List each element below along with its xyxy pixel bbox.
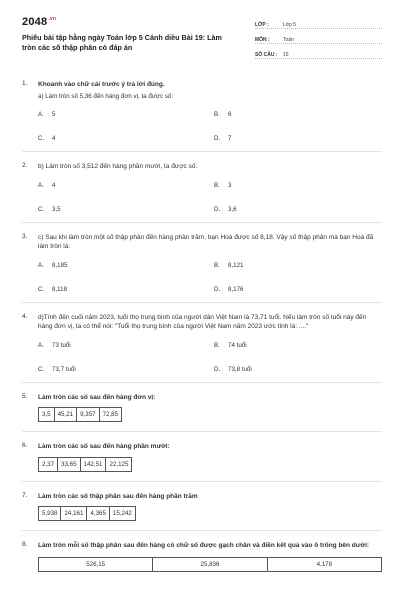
number-cell: 15,242 — [112, 510, 132, 517]
question-8 — [22, 541, 382, 572]
number-table — [38, 557, 382, 572]
answer-option-a[interactable] — [38, 262, 214, 269]
answer-option-d[interactable] — [214, 135, 390, 142]
logo-sub-text: .vn — [48, 16, 57, 23]
number-cell: 5,938 — [39, 507, 61, 520]
question-subtext: a) Làm tròn số 5,36 đến hàng đơn vị, ta được số: — [38, 92, 174, 100]
option-letter: C. — [38, 205, 45, 213]
option-value: 7 — [228, 135, 232, 142]
option-letter: D. — [214, 365, 221, 373]
answer-option-c[interactable] — [38, 366, 214, 373]
number-cell: 4,365 — [87, 507, 109, 520]
question-text: Khoanh vào chữ cái trước ý trả lời đúng. — [38, 81, 165, 88]
question-number: 6. — [22, 442, 28, 449]
option-value: 8,185 — [52, 261, 68, 269]
answer-option-b[interactable] — [214, 182, 390, 189]
answer-option-b[interactable] — [214, 342, 390, 349]
divider — [22, 302, 382, 303]
option-letter: C. — [38, 365, 45, 373]
option-value: 73,7 tuổi — [52, 365, 76, 373]
number-cell: 45,21 — [55, 408, 77, 421]
question-number: 5. — [22, 392, 28, 400]
question-text: d)Tính đến cuối năm 2023, tuổi thọ trung bình của người dân Việt Nam là 73,71 tuổi. Nếu làm tròn số tuổi này đến hàng đơn vị, ta có thể nói: "Tuổi thọ trung bình của người Việt Nam năm 2023 ước tính là: ...." — [38, 313, 367, 330]
question-3 — [22, 233, 382, 293]
meta-label: SỐ CÂU : — [255, 52, 278, 58]
option-letter: C. — [38, 135, 45, 142]
answer-option-c[interactable] — [38, 206, 214, 213]
worksheet-title: Phiếu bài tập hằng ngày Toán lớp 5 Cánh diều Bài 19: Làm tròn các số thập phân có đáp án — [22, 33, 222, 52]
logo-main-text: 2048 — [22, 16, 48, 28]
divider — [22, 431, 382, 432]
meta-row-class — [255, 16, 382, 29]
question-number: 3. — [22, 232, 28, 240]
question-number: 7. — [22, 491, 28, 499]
option-letter: B. — [214, 111, 220, 118]
divider — [22, 222, 382, 223]
question-text: Làm tròn các số sau đến hàng đơn vị: — [38, 393, 156, 401]
meta-value: 15 — [283, 52, 289, 58]
question-4 — [22, 313, 382, 373]
option-letter: A. — [38, 181, 44, 189]
option-value: 8,176 — [228, 285, 244, 293]
divider — [22, 530, 382, 531]
number-cell: 142,51 — [81, 458, 107, 471]
question-number: 1. — [22, 80, 28, 87]
option-value: 8,121 — [228, 261, 244, 269]
answer-option-b[interactable] — [214, 262, 390, 269]
number-cell: 33,65 — [58, 458, 80, 471]
answer-option-c[interactable] — [38, 286, 214, 293]
question-7 — [22, 492, 382, 522]
question-text: b) Làm tròn số 3,512 đến hàng phần mười, ta được số: — [38, 163, 198, 170]
number-cell: 22,125 — [109, 460, 129, 468]
question-text: c) Sau khi làm tròn một số thập phân đến hàng phần trăm, bạn Hoà được số 8,18. Vậy số thập phân mà bạn Hoà đã làm tròn là: — [38, 233, 374, 250]
answer-option-c[interactable] — [38, 135, 214, 142]
answer-options — [38, 342, 382, 373]
question-1 — [22, 80, 382, 142]
meta-label: MÔN : — [255, 37, 270, 43]
number-cell: 526,15 — [39, 558, 153, 571]
number-cell: 3,5 — [39, 408, 55, 421]
answer-option-a[interactable] — [38, 182, 214, 189]
option-letter: B. — [214, 261, 220, 269]
question-2 — [22, 162, 382, 213]
site-logo[interactable] — [22, 16, 56, 28]
question-text: Làm tròn các số thập phân sau đến hàng phần trăm — [38, 492, 198, 500]
number-cell: 72,85 — [102, 411, 119, 418]
meta-row-question-count — [255, 46, 382, 59]
answer-options — [38, 182, 382, 213]
option-value: 73,8 tuổi — [228, 365, 252, 373]
option-letter: B. — [214, 341, 220, 349]
option-letter: D. — [214, 285, 221, 293]
worksheet-meta — [255, 16, 382, 61]
answer-option-a[interactable] — [38, 111, 214, 118]
option-value: 3,6 — [228, 205, 237, 213]
question-6 — [22, 442, 382, 472]
option-value: 6 — [228, 111, 232, 118]
option-letter: A. — [38, 261, 44, 269]
option-value: 3,5 — [52, 205, 61, 213]
answer-option-a[interactable] — [38, 342, 214, 349]
number-cell: 4,178 — [316, 560, 333, 568]
option-letter: A. — [38, 341, 44, 349]
question-text: Làm tròn mỗi số thập phân sau đến hàng có chữ số được gạch chân và điền kết quả vào ô trống bên dưới: — [38, 542, 370, 549]
option-value: 74 tuổi — [228, 341, 247, 349]
answer-option-d[interactable] — [214, 206, 390, 213]
answer-options — [38, 111, 382, 142]
meta-label: LỚP : — [255, 22, 269, 28]
number-cell: 2,37 — [39, 458, 58, 471]
number-cell: 9,357 — [77, 408, 99, 421]
question-text: Làm tròn các số sau đến hàng phần mười: — [38, 443, 170, 450]
meta-row-subject — [255, 31, 382, 44]
number-cell: 25,836 — [153, 558, 267, 571]
divider — [22, 151, 382, 152]
answer-options — [38, 262, 382, 293]
meta-value: Lớp 5 — [283, 22, 297, 28]
answer-option-d[interactable] — [214, 286, 390, 293]
option-letter: A. — [38, 111, 44, 118]
question-number: 8. — [22, 541, 28, 548]
option-letter: D. — [214, 135, 221, 142]
question-5 — [22, 393, 382, 423]
question-number: 4. — [22, 312, 28, 320]
worksheet-content — [22, 80, 382, 572]
option-value: 4 — [52, 135, 56, 142]
worksheet-header — [22, 16, 382, 70]
meta-value: Toán — [283, 37, 294, 43]
number-table — [38, 506, 136, 521]
option-letter: B. — [214, 181, 220, 189]
option-letter: C. — [38, 285, 45, 293]
number-table — [38, 457, 132, 472]
option-value: 4 — [52, 181, 56, 189]
number-cell: 24,161 — [61, 507, 87, 520]
number-table — [38, 407, 122, 422]
option-value: 5 — [52, 111, 56, 118]
option-value: 73 tuổi — [52, 341, 71, 349]
option-value: 8,118 — [52, 285, 68, 293]
divider — [22, 481, 382, 482]
answer-option-b[interactable] — [214, 111, 390, 118]
option-letter: D. — [214, 205, 221, 213]
divider — [22, 382, 382, 383]
question-number: 2. — [22, 162, 28, 169]
answer-option-d[interactable] — [214, 366, 390, 373]
option-value: 3 — [228, 181, 232, 189]
